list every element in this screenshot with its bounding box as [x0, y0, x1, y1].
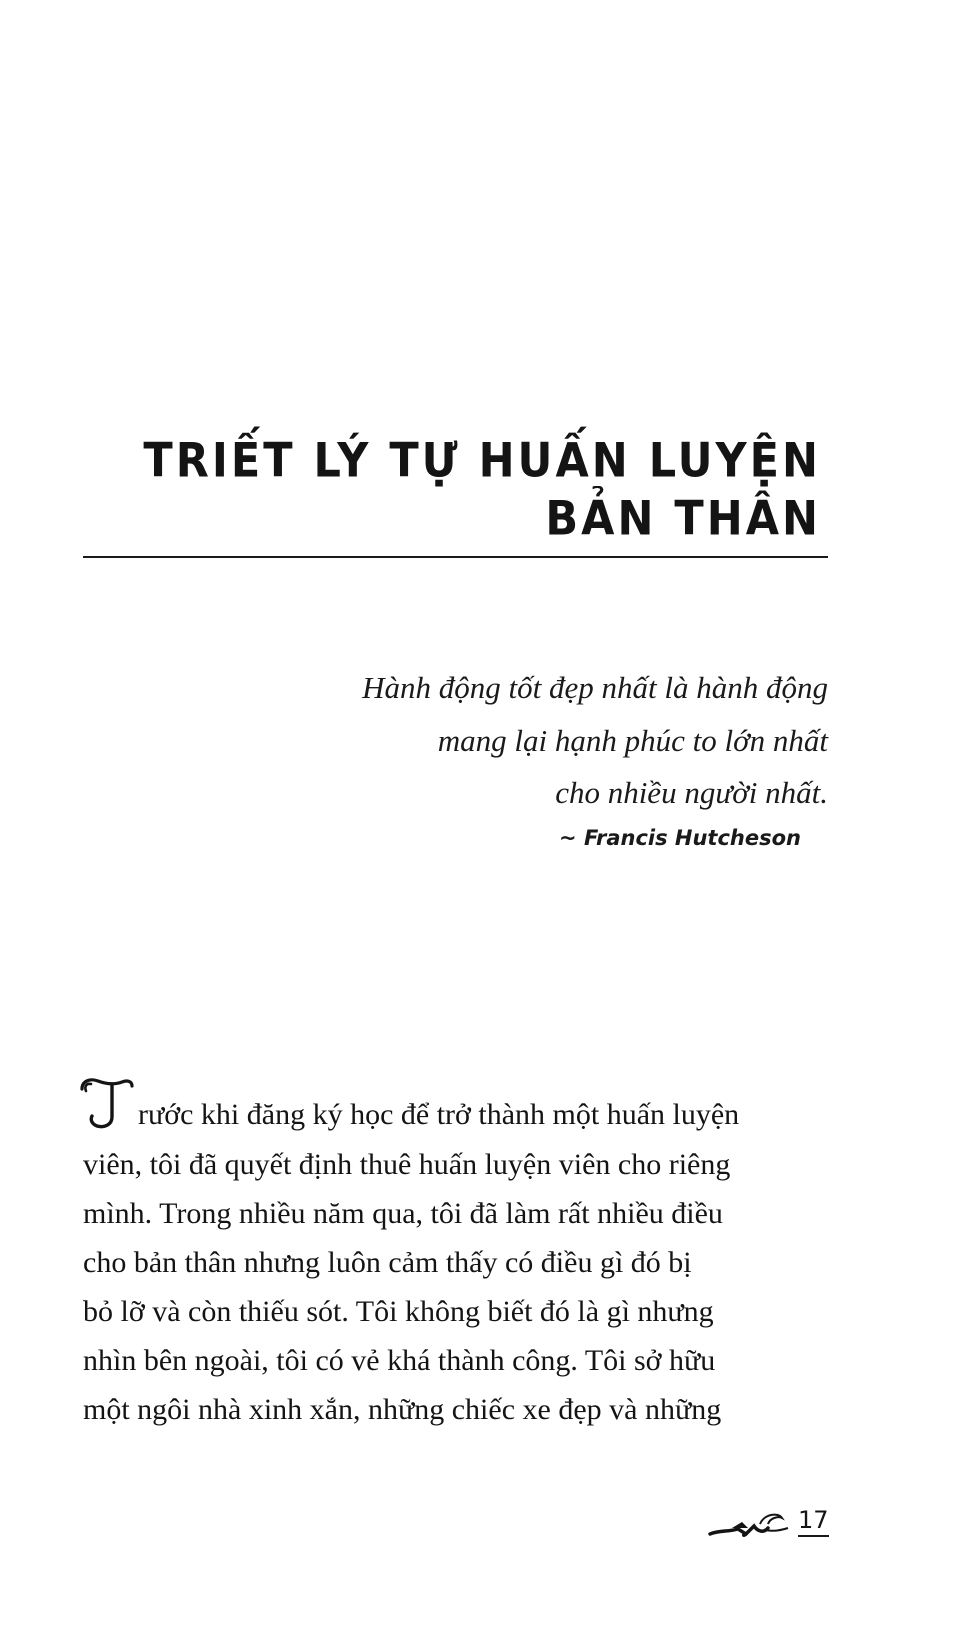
chapter-title-line-1: TRIẾT LÝ TỰ HUẤN LUYỆN — [143, 433, 821, 489]
epigraph-line-3: cho nhiều người nhất. — [555, 775, 828, 810]
epigraph-line-1: Hành động tốt đẹp nhất là hành động — [362, 670, 828, 705]
body-line-6: nhìn bên ngoài, tôi có vẻ khá thành công. Tôi sở hữu — [83, 1344, 716, 1377]
epigraph-line-2: mang lại hạnh phúc to lớn nhất — [437, 723, 828, 758]
epigraph-author: ~ Francis Hutcheson — [559, 826, 801, 850]
body-line-3: mình. Trong nhiều năm qua, tôi đã làm rất nhiều điều — [83, 1197, 723, 1230]
drop-cap-t — [78, 1077, 136, 1129]
body-line-2: viên, tôi đã quyết định thuê huấn luyện viên cho riêng — [83, 1148, 731, 1181]
title-underline-divider — [83, 556, 828, 558]
page-number: 17 — [798, 1508, 829, 1537]
body-line-5: bỏ lỡ và còn thiếu sót. Tôi không biết đó là gì nhưng — [83, 1295, 714, 1328]
body-line-1: rước khi đăng ký học để trở thành một huấn luyện — [138, 1098, 740, 1131]
body-line-7: một ngôi nhà xinh xắn, những chiếc xe đẹp và những — [83, 1393, 722, 1426]
chapter-title-line-2: BẢN THÂN — [545, 491, 821, 547]
page-ornament-icon — [708, 1508, 798, 1538]
body-line-4: cho bản thân nhưng luôn cảm thấy có điều gì đó bị — [83, 1246, 692, 1279]
